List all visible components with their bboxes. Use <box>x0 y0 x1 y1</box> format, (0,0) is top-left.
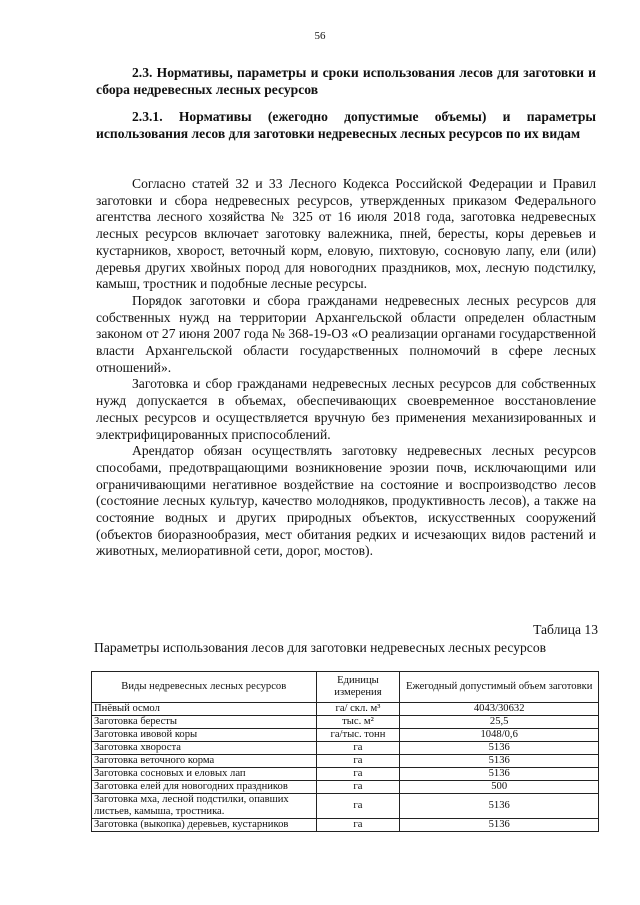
cell-unit: га <box>316 768 400 781</box>
params-table <box>91 671 599 832</box>
subsection-heading: 2.3.1. Нормативы (ежегодно допустимые объемы) и параметры использования лесов для заготовки недревесных лесных ресурсов по их видам <box>96 109 596 141</box>
header-kind: Виды недревесных лесных ресурсов <box>92 672 317 703</box>
cell-volume: 5136 <box>400 742 599 755</box>
cell-kind: Заготовка мха, лесной подстилки, опавших листьев, камыша, тростника. <box>92 794 317 819</box>
cell-kind: Заготовка бересты <box>92 716 317 729</box>
section-heading: 2.3. Нормативы, параметры и сроки использования лесов для заготовки и сбора недревесных лесных ресурсов <box>96 65 596 97</box>
table-title: Параметры использования лесов для заготовки недревесных лесных ресурсов <box>94 640 547 655</box>
paragraph: Порядок заготовки и сбора гражданами недревесных лесных ресурсов для собственных нужд на территории Архангельской области определен областным законом от 27 июня 2007 года № 368-19-ОЗ «О реализации органами государственной власти Архангельской области государственных полномочий в сфере лесных отношений». <box>96 292 596 375</box>
cell-kind: Пнёвый осмол <box>92 703 317 716</box>
cell-unit: тыс. м² <box>316 716 400 729</box>
table-header-row <box>92 672 599 703</box>
body-text <box>96 176 596 560</box>
table-row <box>92 768 599 781</box>
cell-volume: 25,5 <box>400 716 599 729</box>
header-unit: Единицы измерения <box>316 672 400 703</box>
cell-volume: 1048/0,6 <box>400 729 599 742</box>
table-label: Таблица 13 <box>533 622 598 637</box>
cell-kind: Заготовка веточного корма <box>92 755 317 768</box>
cell-unit: га/тыс. тонн <box>316 729 400 742</box>
table-row <box>92 729 599 742</box>
cell-volume: 5136 <box>400 755 599 768</box>
cell-volume: 4043/30632 <box>400 703 599 716</box>
table-row <box>92 716 599 729</box>
cell-volume: 5136 <box>400 768 599 781</box>
page-number: 56 <box>314 30 326 42</box>
table-row <box>92 794 599 819</box>
table-row <box>92 742 599 755</box>
cell-kind: Заготовка елей для новогодних праздников <box>92 781 317 794</box>
cell-kind: Заготовка (выкопка) деревьев, кустарников <box>92 819 317 832</box>
paragraph: Арендатор обязан осуществлять заготовку недревесных лесных ресурсов способами, предотвращающими возникновение эрозии почв, исключающими или ограничивающими негативное воздействие на состояние и воспроизводство лесов (состояние лесных культур, качество молодняков, продуктивность лесов), а также на состояние водных и других природных объектов, искусственных сооружений (объектов биоразнообразия, мест обитания редких и исчезающих видов растений и животных, мелиоративной сети, дорог, мостов). <box>96 443 596 559</box>
cell-unit: га/ скл. м³ <box>316 703 400 716</box>
cell-kind: Заготовка сосновых и еловых лап <box>92 768 317 781</box>
table-row <box>92 781 599 794</box>
cell-unit: га <box>316 794 400 819</box>
paragraph: Заготовка и сбор гражданами недревесных лесных ресурсов для собственных нужд допускается в объемах, обеспечивающих своевременное восстановление лесных ресурсов и осуществляется вручную без применения механизированных и электрифицированных приспособлений. <box>96 376 596 442</box>
cell-volume: 5136 <box>400 794 599 819</box>
cell-unit: га <box>316 781 400 794</box>
cell-unit: га <box>316 819 400 832</box>
cell-volume: 5136 <box>400 819 599 832</box>
cell-kind: Заготовка хвороста <box>92 742 317 755</box>
cell-unit: га <box>316 755 400 768</box>
table-row <box>92 819 599 832</box>
table-row <box>92 703 599 716</box>
cell-volume: 500 <box>400 781 599 794</box>
cell-kind: Заготовка ивовой коры <box>92 729 317 742</box>
paragraph: Согласно статей 32 и 33 Лесного Кодекса Российской Федерации и Правил заготовки и сбора недревесных ресурсов, утвержденных приказом Федерального агентства лесного хозяйства № 325 от 16 июля 2018 года, заготовка недревесных лесных ресурсов включает заготовку валежника, пней, бересты, коры деревьев и кустарников, хворост, веточный корм, еловую, пихтовую, сосновую лапу, ели (или) деревья других хвойных пород для новогодних праздников, мох, лесную подстилку, камыш, тростник и подобные лесные ресурсы. <box>96 176 596 292</box>
cell-unit: га <box>316 742 400 755</box>
table-row <box>92 755 599 768</box>
header-volume: Ежегодный допустимый объем заготовки <box>400 672 599 703</box>
